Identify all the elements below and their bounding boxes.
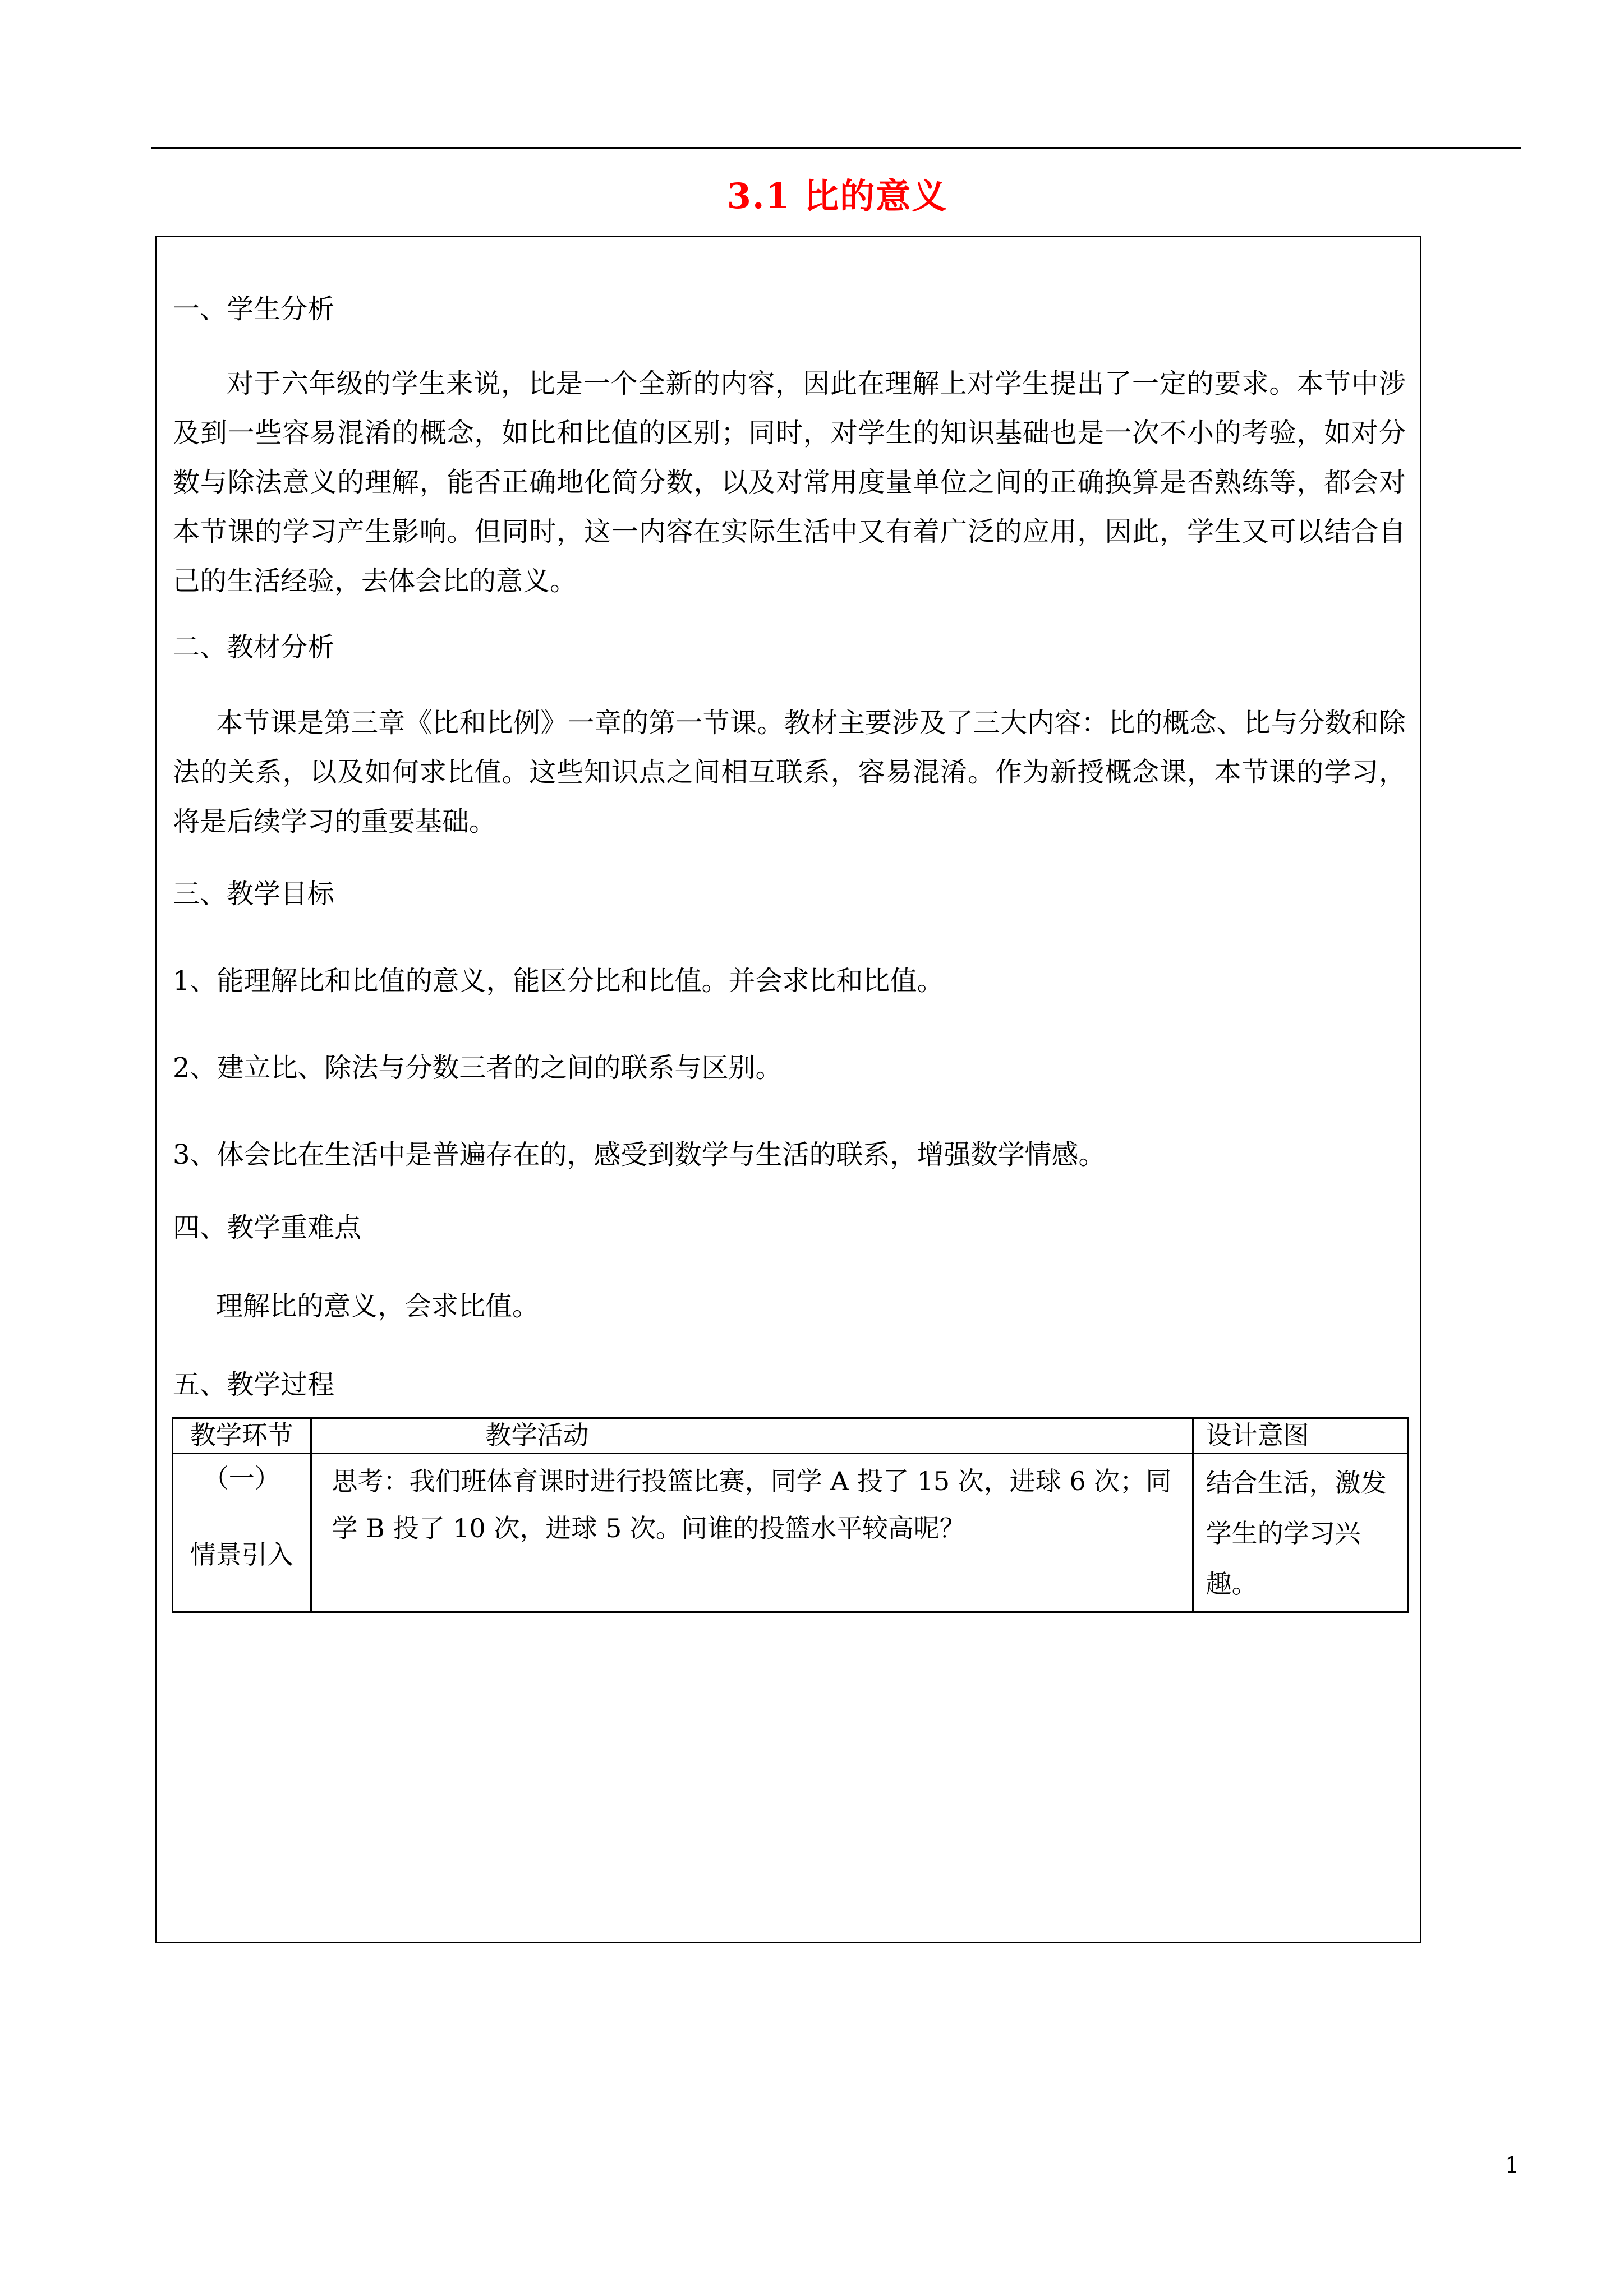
section-heading-textbook-analysis: 二、教材分析 (173, 631, 335, 663)
intent-cell: 结合生活，激发学生的学习兴趣。 (1193, 1454, 1407, 1612)
table-header-activity: 教学活动 (311, 1418, 1193, 1454)
goal-item: 3、体会比在生活中是普遍存在的，感受到数学与生活的联系，增强数学情感。 (173, 1139, 1106, 1170)
goal-item: 1、能理解比和比值的意义，能区分比和比值。并会求比和比值。 (173, 965, 944, 997)
header-rule (151, 147, 1521, 149)
key-points-text: 理解比的意义，会求比值。 (216, 1290, 540, 1322)
student-analysis-paragraph: 对于六年级的学生来说，比是一个全新的内容，因此在理解上对学生提出了一定的要求。本节中涉及到一些容易混淆的概念，如比和比值的区别；同时，对学生的知识基础也是一次不小的考验，如对分数与除法意义的理解，能否正确地化简分数，以及对常用度量单位之间的正确换算是否熟练等，都会对本节课的学习产生影响。但同时，这一内容在实际生活中又有着广泛的应用，因此，学生又可以结合自己的生活经验，去体会比的意义。 (173, 368, 1406, 597)
section-heading-teaching-goals: 三、教学目标 (173, 878, 335, 910)
textbook-analysis-paragraph: 本节课是第三章《比和比例》一章的第一节课。教材主要涉及了三大内容：比的概念、比与分数和除法的关系，以及如何求比值。这些知识点之间相互联系，容易混淆。作为新授概念课，本节课的学习，将是后续学习的重要基础。 (173, 707, 1406, 837)
table-header-intent: 设计意图 (1193, 1418, 1407, 1454)
section-heading-student-analysis: 一、学生分析 (173, 293, 335, 325)
activity-cell: 思考：我们班体育课时进行投篮比赛，同学 A 投了 15 次，进球 6 次；同学 B 投了 10 次，进球 5 次。问谁的投篮水平较高呢？ (311, 1454, 1193, 1612)
goal-item: 2、建立比、除法与分数三者的之间的联系与区别。 (173, 1052, 783, 1084)
document-title: 3.1 比的意义 (726, 176, 948, 216)
page-number: 1 (1505, 2152, 1520, 2178)
stage-number: （一） (203, 1463, 280, 1493)
section-heading-key-points: 四、教学重难点 (173, 1212, 362, 1243)
table-header-row (173, 1418, 1408, 1454)
stage-name: 情景引入 (190, 1539, 293, 1570)
section-heading-teaching-process: 五、教学过程 (173, 1369, 335, 1400)
teaching-process-table (172, 1417, 1409, 1613)
stage-cell (173, 1454, 311, 1612)
table-header-stage: 教学环节 (173, 1418, 311, 1454)
table-row (173, 1454, 1408, 1612)
